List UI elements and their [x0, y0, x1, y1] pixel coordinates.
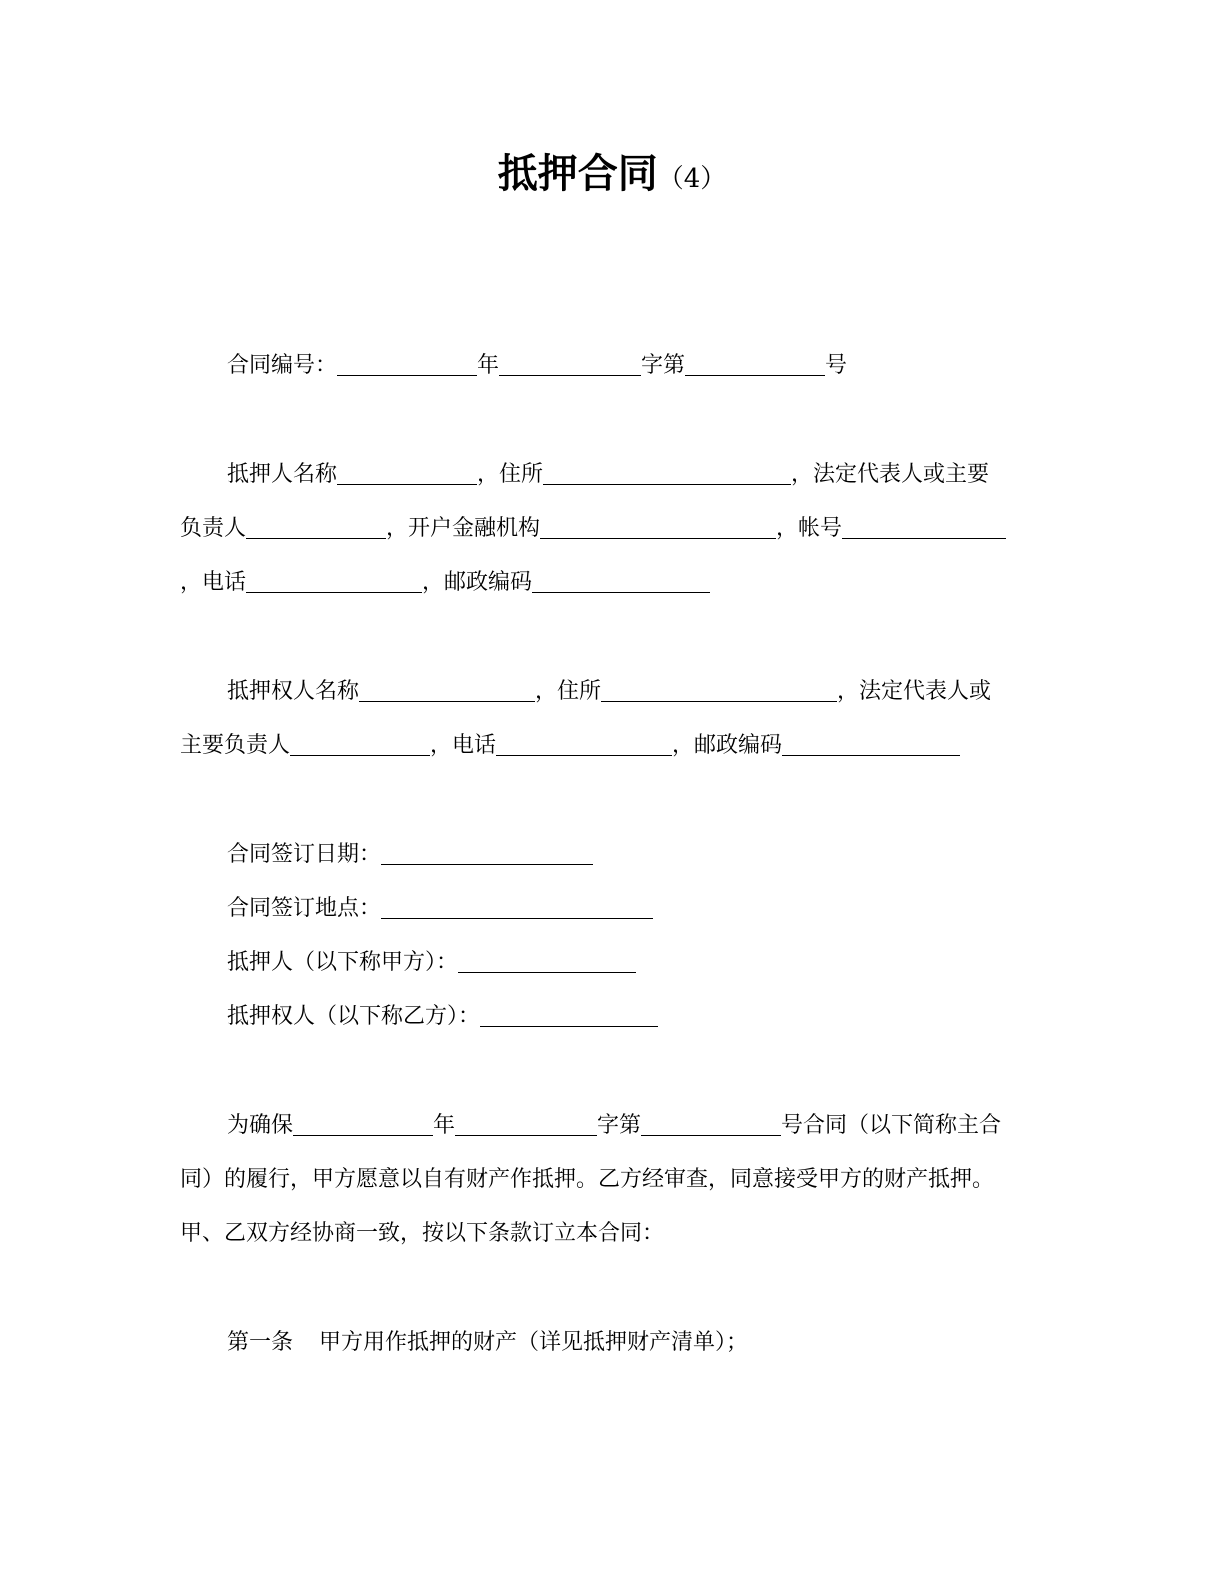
mortgagee-post-blank: [782, 731, 960, 756]
article-1-number: 第一条: [227, 1330, 294, 1355]
mortgagor-tel-label: ，电话: [180, 570, 247, 595]
party-a-label: 抵押人（以下称甲方）：: [227, 950, 459, 975]
mortgagor-acct-blank: [842, 514, 1006, 539]
mortgagor-post-blank: [532, 568, 710, 593]
mortgagee-rep2-label: 主要负责人: [180, 733, 291, 758]
mortgagor-rep2-label: 负责人: [180, 516, 247, 541]
mortgagor-rep-label: ，法定代表人或主要: [791, 462, 990, 487]
preamble-hao-blank: [641, 1111, 781, 1136]
mortgagor-name-label: 抵押人名称: [227, 462, 338, 487]
preamble-start: 为确保: [227, 1113, 294, 1138]
preamble-year-blank: [293, 1111, 433, 1136]
party-b-line: [227, 1002, 1060, 1032]
mortgagor-line-1: [227, 460, 1060, 490]
title-sub: （4）: [657, 164, 727, 194]
party-b-blank: [480, 1002, 658, 1027]
year-text: 年: [477, 353, 500, 378]
sign-date-label: 合同签订日期：: [227, 842, 382, 867]
document-title: [0, 142, 1224, 199]
preamble-line-2: 同）的履行，甲方愿意以自有财产作抵押。乙方经审查，同意接受甲方的财产抵押。: [180, 1167, 995, 1192]
party-a-line: [227, 948, 1060, 978]
mortgagor-addr-blank: [543, 460, 791, 485]
preamble-zi-text: 字第: [597, 1113, 642, 1138]
preamble-year-text: 年: [433, 1113, 456, 1138]
mortgagee-post-label: ，邮政编码: [672, 733, 783, 758]
contract-number-line: [227, 351, 1060, 381]
mortgagee-tel-label: ，电话: [430, 733, 497, 758]
sign-date-blank: [381, 840, 593, 865]
preamble-zi-blank: [455, 1111, 597, 1136]
article-1-text: 甲方用作抵押的财产（详见抵押财产清单）；: [319, 1330, 749, 1355]
mortgagor-bank-label: ，开户金融机构: [386, 516, 541, 541]
mortgagee-addr-blank: [601, 677, 837, 702]
mortgagee-line-1: [227, 677, 1060, 707]
preamble-line-1: [227, 1111, 1060, 1141]
mortgagee-line-2: [180, 731, 1060, 761]
preamble-hao-tail: 号合同（以下简称主合: [781, 1113, 1002, 1138]
mortgagor-addr-label: ，住所: [477, 462, 544, 487]
mortgagor-bank-blank: [540, 514, 776, 539]
mortgagor-name-blank: [337, 460, 477, 485]
title-main: 抵押合同: [497, 151, 658, 197]
mortgagor-post-label: ，邮政编码: [422, 570, 533, 595]
mortgagor-line-3: [180, 568, 1060, 598]
mortgagee-rep-label: ，法定代表人或: [837, 679, 992, 704]
mortgagor-rep-blank: [246, 514, 386, 539]
mortgagor-acct-label: ，帐号: [776, 516, 843, 541]
party-b-label: 抵押权人（以下称乙方）：: [227, 1004, 481, 1029]
mortgagee-name-blank: [359, 677, 535, 702]
preamble-line-3: 甲、乙双方经协商一致，按以下条款订立本合同：: [180, 1221, 665, 1246]
mortgagee-addr-label: ，住所: [535, 679, 602, 704]
contract-no-label: 合同编号：: [227, 353, 338, 378]
mortgagor-line-2: [180, 514, 1060, 544]
article-1: [227, 1328, 1060, 1358]
sign-place-blank: [381, 894, 653, 919]
sign-date-line: [227, 840, 1060, 870]
contract-hao-blank: [685, 351, 825, 376]
sign-place-line: [227, 894, 1060, 924]
contract-year-blank: [337, 351, 477, 376]
sign-place-label: 合同签订地点：: [227, 896, 382, 921]
party-a-blank: [458, 948, 636, 973]
hao-text: 号: [825, 353, 848, 378]
mortgagor-tel-blank: [246, 568, 422, 593]
mortgagee-tel-blank: [496, 731, 672, 756]
zi-text: 字第: [641, 353, 686, 378]
mortgagee-rep-blank: [290, 731, 430, 756]
contract-zi-blank: [499, 351, 641, 376]
mortgagee-name-label: 抵押权人名称: [227, 679, 360, 704]
